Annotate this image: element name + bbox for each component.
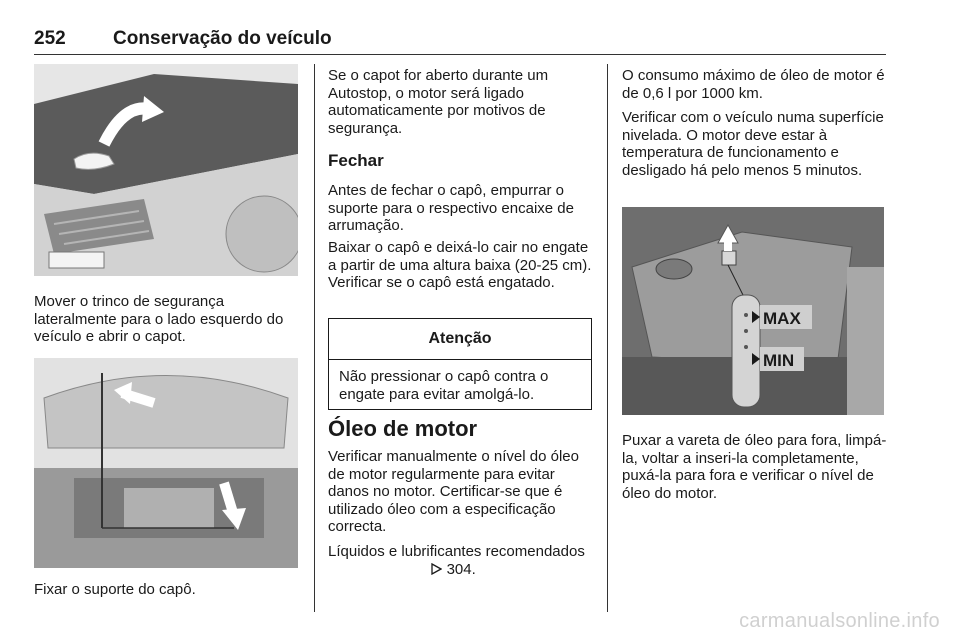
dipstick-min-label: MIN <box>763 351 795 370</box>
column-divider-left <box>314 64 315 612</box>
header-rule <box>34 54 886 55</box>
close-paragraph-1: Antes de fechar o capô, empurrar o suporte para o respectivo encaixe de arrumação. <box>328 182 574 234</box>
hood-prop-svg <box>34 358 298 568</box>
close-paragraph-2: Baixar o capô e deixá-lo cair no engate a partir de uma altura baixa (20-25 cm). Verificar se o capô está engatado. <box>328 239 592 291</box>
page-reference-arrow-icon <box>431 563 442 575</box>
reference-page-number[interactable]: 304. <box>446 560 476 578</box>
close-heading: Fechar <box>328 151 384 170</box>
hood-prop-caption: Fixar o suporte do capô. <box>34 581 196 598</box>
check-conditions-paragraph: Verificar com o veículo numa superfície nivelada. O motor deve estar à temperatura de funcionamento e desligado há pelo menos 5 minutos. <box>622 109 884 179</box>
dipstick-max-label: MAX <box>763 309 801 328</box>
column-divider-right <box>607 64 608 612</box>
engine-oil-heading: Óleo de motor <box>328 416 478 441</box>
section-title: Conservação do veículo <box>113 28 332 49</box>
dipstick-svg <box>622 207 884 415</box>
oil-consumption-paragraph: O consumo máximo de óleo de motor é de 0,6 l por 1000 km. <box>622 67 885 102</box>
watermark: carmanualsonline.info <box>739 610 940 632</box>
engine-oil-paragraph: Verificar manualmente o nível do óleo de motor regularmente para evitar danos no motor. Certificar-se que é utilizado óleo com a especificação correcta. <box>328 448 579 535</box>
page-header <box>34 10 886 50</box>
hood-prop-illustration <box>34 358 298 568</box>
fluids-reference-line2 <box>328 561 594 579</box>
hood-latch-caption: Mover o trinco de segurança lateralmente para o lado esquerdo do veículo e abrir o capot. <box>34 293 284 345</box>
hood-latch-illustration <box>34 64 298 276</box>
dipstick-illustration <box>622 207 884 415</box>
warning-title: Atenção <box>329 319 591 360</box>
page-number: 252 <box>34 28 66 49</box>
hood-latch-svg <box>34 64 298 276</box>
dipstick-instructions: Puxar a vareta de óleo para fora, limpá-la, voltar a inseri-la completamente, puxá-la para fora e verificar o nível de óleo do motor. <box>622 432 887 502</box>
warning-box <box>328 318 592 410</box>
fluids-reference-text: Líquidos e lubrificantes recomendados <box>328 543 585 560</box>
warning-text: Não pressionar o capô contra o engate para evitar amolgá-lo. <box>339 368 549 403</box>
autostop-paragraph: Se o capot for aberto durante um Autostop, o motor será ligado automaticamente por motivos de segurança. <box>328 67 549 137</box>
